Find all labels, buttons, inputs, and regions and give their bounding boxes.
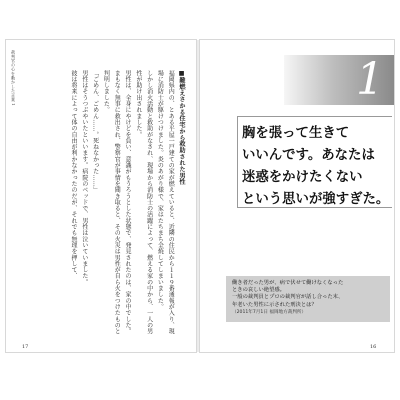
body-paragraph: 「ごめん、ごめん……。死ねなかった……」 [91, 70, 99, 193]
chapter-number-block [284, 55, 394, 105]
summary-line: 働き者だった男が、病で伏せて働けなくなった [232, 280, 344, 286]
running-head: 裁判官の心を動かした言葉 1 [11, 50, 16, 107]
body-paragraph: まもなく無事に救出され、警察官が事情を聞き取ると、その火災は男性が自ら火をつけたものと判明しました。 [102, 70, 121, 335]
summary-line: ときの哀しい絶望感。 [232, 287, 285, 294]
body-paragraph: しかし消火活動と救助がなされ、現場から消防士の活躍によって、燃える家の中から、一人の男性が助け出されました。 [134, 70, 153, 335]
chapter-headline [242, 122, 392, 210]
page-number-right: 16 [370, 344, 377, 350]
chapter-number: 1 [356, 54, 384, 105]
summary-line: 一般の裁判員とプロの裁判官が話し合った末、 [232, 294, 344, 301]
headline-line: いいんです。あなたは [242, 147, 375, 163]
case-source: （2011年7月1日 福岡地方裁判所） [232, 309, 307, 315]
body-paragraph: 男性はそうつぶやいたといいます。病院のベッドで、男性は泣いていました。 [80, 70, 88, 286]
body-text [18, 70, 186, 336]
summary-line: 年老いた男性に示された刑決とは？ [232, 301, 317, 308]
summary-text [232, 280, 386, 316]
body-paragraph: 男性は、全身にやけどを負い、意識がもうろうとした状態で、発見されたのは、家の中でした。 [124, 70, 132, 335]
headline-line: という思いが強すぎた。 [242, 191, 390, 207]
headline-line: 迷惑をかけたくない [242, 169, 363, 185]
section-heading: ■難燃えさかる住宅から救助された男性 [178, 70, 185, 186]
body-paragraph: 彼は将来によって体の自由が利かなかったのだが、それでも無理を押して、 [70, 70, 78, 280]
page-number-left: 17 [22, 344, 29, 350]
body-paragraph: 福岡県内の、とある平屋一戸建ての家が燃えていると、近隣の住民から１１９番通報が入り、現場に消防士が駆けつけました。炎のあがり様で、家はたちまち全焼してしまいました。 [156, 70, 175, 335]
headline-line: 胸を張って生きて [242, 125, 350, 141]
